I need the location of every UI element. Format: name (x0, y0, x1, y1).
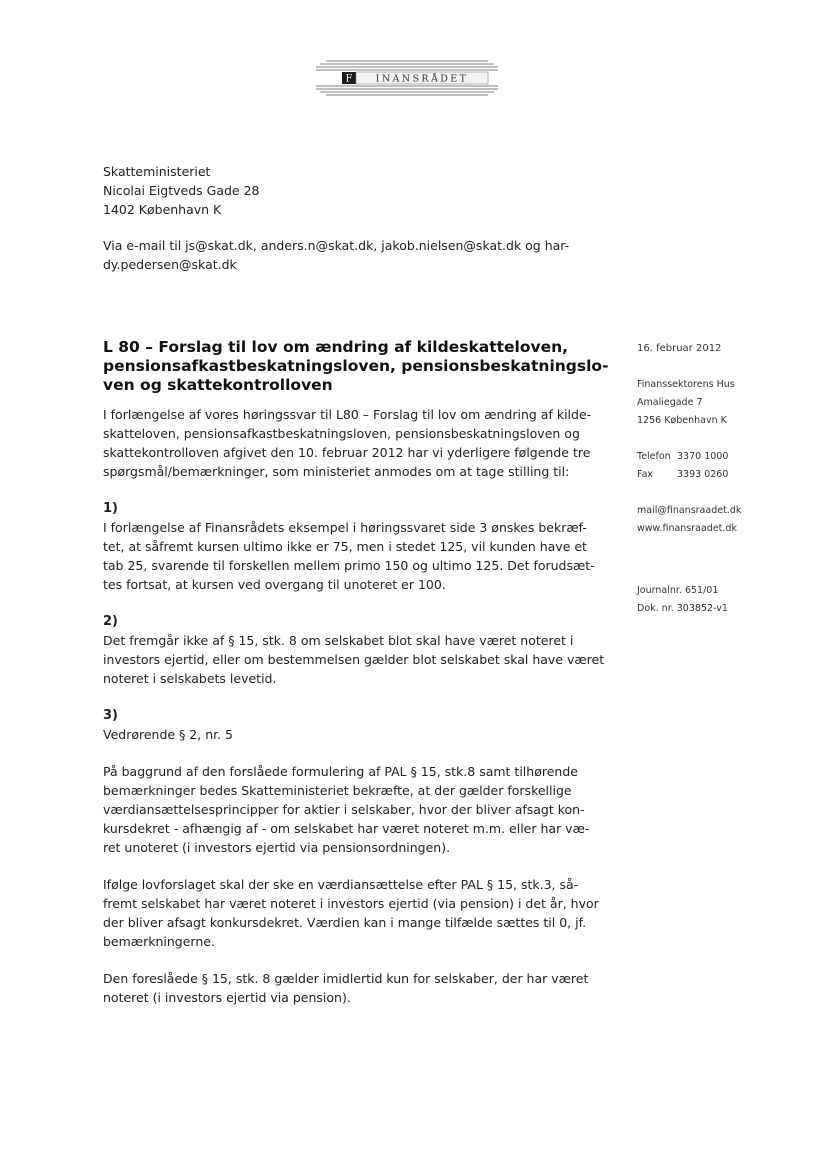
document-references (637, 582, 741, 618)
sender-address: Finanssektorens Hus Amaliegade 7 1256 København K (637, 379, 735, 426)
email-recipients (103, 236, 593, 274)
recipient-city: 1402 København K (103, 202, 222, 217)
question-3-paragraph-2: Ifølge lovforslaget skal der ske en værdiansættelse efter PAL § 15, stk.3, så- fremt selskabet har været noteret i investors ejertid (via pension) i det år, hvor der bliver afsagt konkursdekret. Værdien kan i mange tilfælde sættes til 0, jf. bemærkningerne. (103, 877, 599, 949)
sender-sidebar (637, 340, 741, 636)
question-2-text: Det fremgår ikke af § 15, stk. 8 om selskabet blot skal have været noteret i investors ejertid, eller om bestemmelsen gælder blot selskabet skal have været noteret i selskabets levetid. (103, 633, 605, 686)
svg-text:F: F (345, 73, 353, 85)
sender-email[interactable]: mail@finansraadet.dk (637, 505, 742, 516)
intro-paragraph: I forlængelse af vores høringssvar til L80 – Forslag til lov om ændring af kilde- skatteloven, pensionsafkastbeskatningsloven, pensionsbeskatningsloven og skattekontrolloven afgivet den 10. februar 2012 har vi yderligere følgende tre spørgsmål/bemærkninger, som ministeriet anmodes om at tage stilling til: (103, 407, 592, 479)
via-line-1: Via e-mail til js@skat.dk, anders.n@skat.dk, jakob.nielsen@skat.dk og har- (103, 238, 570, 253)
letter-date: 16. februar 2012 (637, 343, 722, 354)
sender-phone-fax: Telefon 3370 1000 Fax 3393 0260 (637, 448, 741, 484)
sender-website[interactable]: www.finansraadet.dk (637, 523, 737, 534)
phone-number: 3370 1000 (677, 451, 729, 462)
sender-contact (637, 502, 741, 538)
via-line-2: dy.pedersen@skat.dk (103, 257, 237, 272)
question-3-number: 3) (103, 708, 118, 723)
question-2-number: 2) (103, 614, 118, 629)
question-3-paragraph-1: På baggrund af den forslåede formulering af PAL § 15, stk.8 samt tilhørende bemærkninger bedes Skatteministeriet bekræfte, at der gælder forskellige værdiansættelsesprincipper for aktier i selskaber, hvor der bliver afsagt kon- kursdekret - afhængig af - om selskabet har været noteret m.m. eller har væ- ret unoteret (i investors ejertid via pensionsordningen). (103, 764, 590, 855)
document-number: Dok. nr. 303852-v1 (637, 603, 728, 614)
question-3-subtitle: Vedrørende § 2, nr. 5 (103, 727, 234, 742)
fax-number: 3393 0260 (677, 469, 729, 480)
recipient-address (103, 162, 260, 219)
recipient-street: Nicolai Eigtveds Gade 28 (103, 183, 260, 198)
question-1-text: I forlængelse af Finansrådets eksempel i høringssvaret side 3 ønskes bekræf- tet, at såfremt kursen ultimo ikke er 75, men i stedet 125, vil kunden have et tab 25, svarende til forskellen mellem primo 150 og ultimo 125. Det forudsæt- tes fortsat, at kursen ved overgang til unoteret er 100. (103, 520, 595, 592)
letter-title: L 80 – Forslag til lov om ændring af kildeskatteloven, pensionsafkastbeskatningsloven, pensionsbeskatningslo- ven og skattekontrolloven (103, 338, 609, 394)
svg-text:INANSRÅDET: INANSRÅDET (375, 73, 469, 85)
question-3-paragraph-3: Den foreslåede § 15, stk. 8 gælder imidlertid kun for selskaber, der har været noteret (i investors ejertid via pension). (103, 971, 589, 1005)
recipient-name: Skatteministeriet (103, 164, 211, 179)
journal-number: Journalnr. 651/01 (637, 585, 719, 596)
question-1-number: 1) (103, 501, 118, 516)
finansraadet-logo (316, 58, 498, 98)
letter-body (103, 338, 613, 1007)
